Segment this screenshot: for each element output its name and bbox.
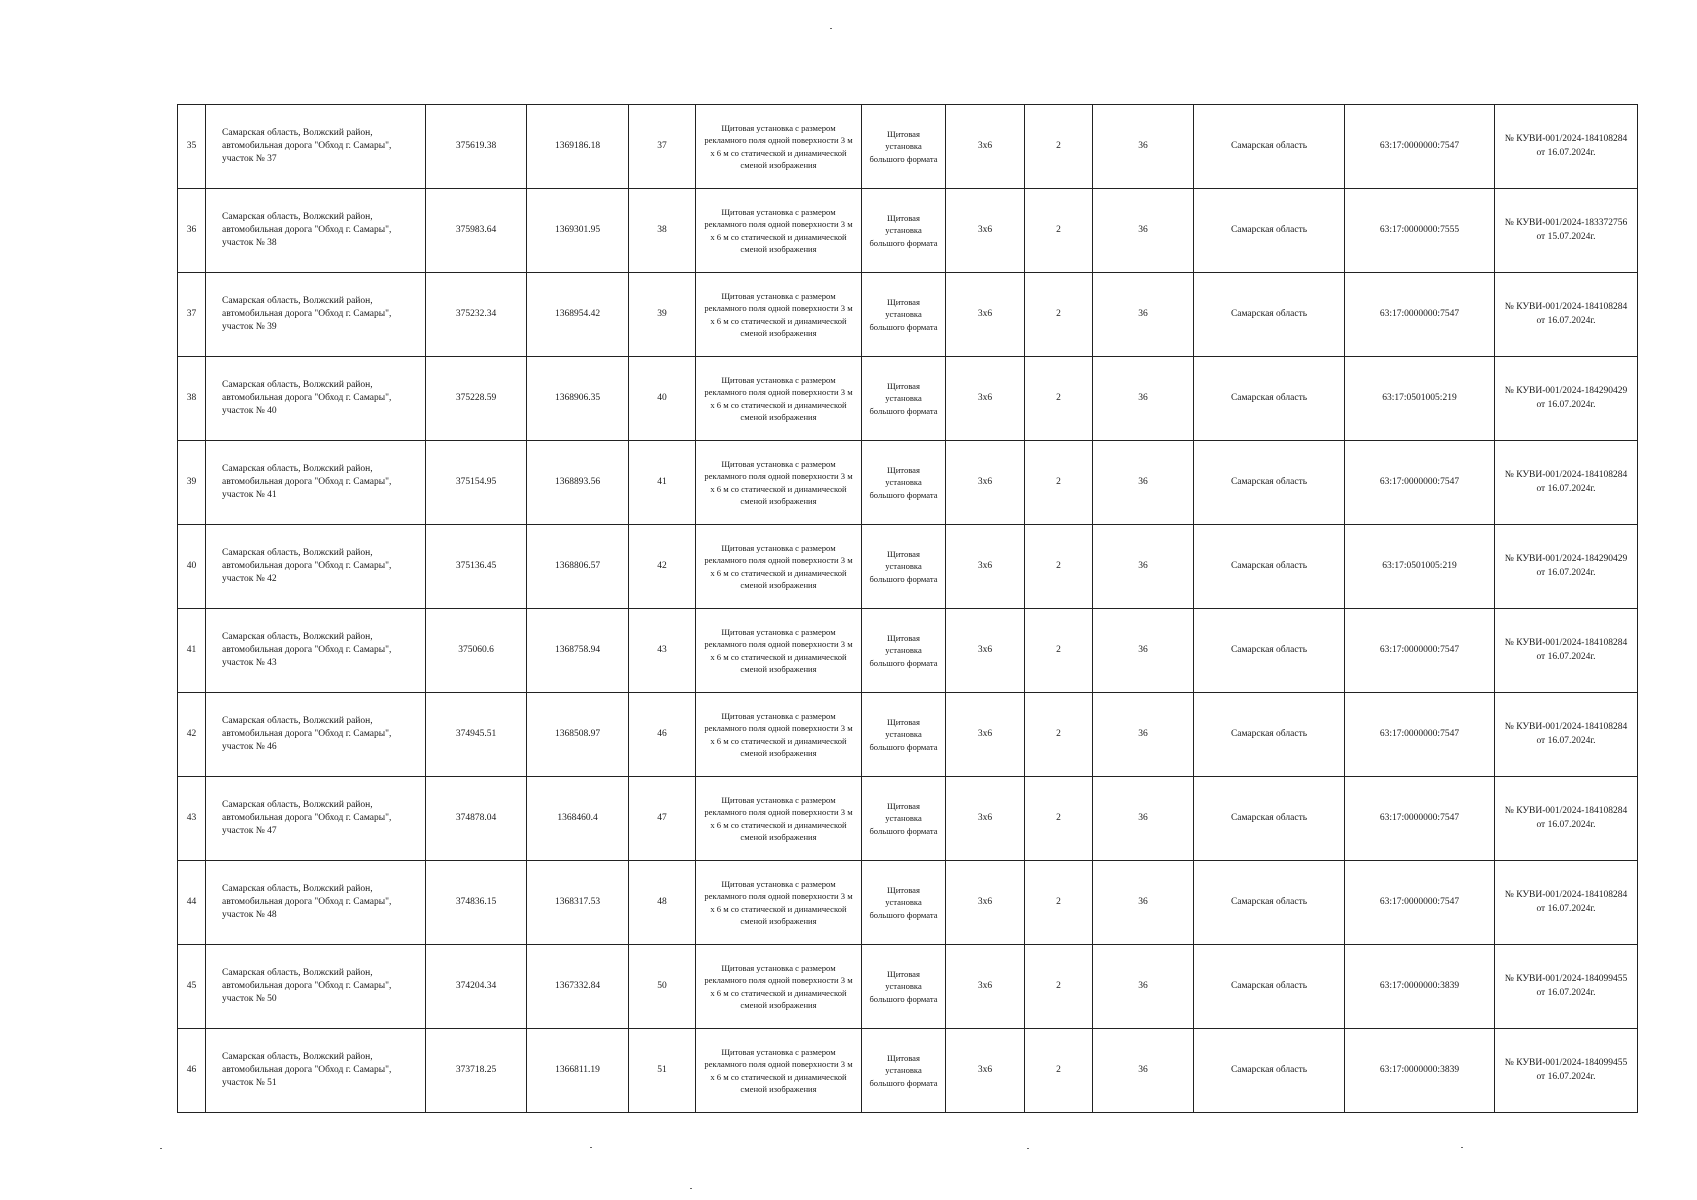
cell-owner: Самарская область [1194,273,1345,357]
cell-sides: 2 [1025,609,1093,693]
table-row [178,861,1638,945]
cell-position-number: 51 [629,1029,696,1113]
cell-sides: 2 [1025,693,1093,777]
cell-structure-type: Щитовая установка большого формата [862,357,946,441]
cell-description: Щитовая установка с размером рекламного поля одной поверхности 3 м х 6 м со статической и динамической сменой изображения [696,861,862,945]
cell-structure-type: Щитовая установка большого формата [862,105,946,189]
permit-date: от 16.07.2024г. [1536,399,1596,410]
permit-number: № КУВИ-001/2024-183372756 [1504,217,1628,228]
cell-description: Щитовая установка с размером рекламного поля одной поверхности 3 м х 6 м со статической и динамической сменой изображения [696,525,862,609]
cell-coordinate-y: 1368893.56 [527,441,629,525]
cell-cadastral-number: 63:17:0000000:3839 [1345,1029,1495,1113]
cell-coordinate-y: 1368806.57 [527,525,629,609]
cell-area: 36 [1093,189,1194,273]
cell-area: 36 [1093,357,1194,441]
permit-date: от 15.07.2024г. [1536,231,1596,242]
permit-number: № КУВИ-001/2024-184108284 [1504,721,1628,732]
cell-row-number: 42 [178,693,206,777]
permit-date: от 16.07.2024г. [1536,987,1596,998]
cell-permit [1495,945,1638,1029]
cell-coordinate-y: 1368758.94 [527,609,629,693]
cell-sides: 2 [1025,525,1093,609]
cell-structure-type: Щитовая установка большого формата [862,273,946,357]
cell-owner: Самарская область [1194,861,1345,945]
cell-owner: Самарская область [1194,525,1345,609]
cell-position-number: 47 [629,777,696,861]
cell-area: 36 [1093,609,1194,693]
cell-size: 3х6 [946,1029,1025,1113]
cell-sides: 2 [1025,861,1093,945]
cell-cadastral-number: 63:17:0000000:7547 [1345,693,1495,777]
cell-area: 36 [1093,1029,1194,1113]
cell-position-number: 43 [629,609,696,693]
cell-coordinate-x: 375983.64 [426,189,527,273]
cell-row-number: 37 [178,273,206,357]
cell-row-number: 45 [178,945,206,1029]
cell-address: Самарская область, Волжский район, автомобильная дорога "Обход г. Самары", участок № 41 [206,441,426,525]
cell-address: Самарская область, Волжский район, автомобильная дорога "Обход г. Самары", участок № 38 [206,189,426,273]
permit-number: № КУВИ-001/2024-184290429 [1504,385,1628,396]
cell-position-number: 48 [629,861,696,945]
cell-area: 36 [1093,105,1194,189]
cell-coordinate-x: 374878.04 [426,777,527,861]
cell-permit [1495,273,1638,357]
cell-coordinate-x: 373718.25 [426,1029,527,1113]
permit-number: № КУВИ-001/2024-184108284 [1504,637,1628,648]
cell-row-number: 46 [178,1029,206,1113]
cell-area: 36 [1093,777,1194,861]
cell-coordinate-x: 374204.34 [426,945,527,1029]
cell-size: 3х6 [946,357,1025,441]
cell-description: Щитовая установка с размером рекламного поля одной поверхности 3 м х 6 м со статической и динамической сменой изображения [696,777,862,861]
cell-area: 36 [1093,273,1194,357]
cell-cadastral-number: 63:17:0000000:7547 [1345,777,1495,861]
table-body [178,105,1638,1113]
permit-date: от 16.07.2024г. [1536,735,1596,746]
cell-address: Самарская область, Волжский район, автомобильная дорога "Обход г. Самары", участок № 47 [206,777,426,861]
cell-coordinate-y: 1368954.42 [527,273,629,357]
cell-owner: Самарская область [1194,777,1345,861]
cell-position-number: 40 [629,357,696,441]
cell-row-number: 43 [178,777,206,861]
cell-size: 3х6 [946,861,1025,945]
cell-address: Самарская область, Волжский район, автомобильная дорога "Обход г. Самары", участок № 46 [206,693,426,777]
cell-area: 36 [1093,525,1194,609]
cell-row-number: 39 [178,441,206,525]
table-row [178,525,1638,609]
permit-number: № КУВИ-001/2024-184108284 [1504,133,1628,144]
cell-coordinate-x: 375619.38 [426,105,527,189]
cell-description: Щитовая установка с размером рекламного поля одной поверхности 3 м х 6 м со статической и динамической сменой изображения [696,945,862,1029]
permit-date: от 16.07.2024г. [1536,903,1596,914]
cell-sides: 2 [1025,945,1093,1029]
cell-description: Щитовая установка с размером рекламного поля одной поверхности 3 м х 6 м со статической и динамической сменой изображения [696,693,862,777]
document-table-wrapper [177,104,1637,1113]
cell-cadastral-number: 63:17:0501005:219 [1345,357,1495,441]
cell-address: Самарская область, Волжский район, автомобильная дорога "Обход г. Самары", участок № 40 [206,357,426,441]
cell-description: Щитовая установка с размером рекламного поля одной поверхности 3 м х 6 м со статической и динамической сменой изображения [696,609,862,693]
table-row [178,441,1638,525]
cell-coordinate-x: 375060.6 [426,609,527,693]
cell-structure-type: Щитовая установка большого формата [862,525,946,609]
cell-coordinate-x: 375136.45 [426,525,527,609]
table-row [178,273,1638,357]
cell-owner: Самарская область [1194,189,1345,273]
cell-sides: 2 [1025,1029,1093,1113]
cell-position-number: 39 [629,273,696,357]
cell-row-number: 38 [178,357,206,441]
cell-permit [1495,441,1638,525]
scan-speck [690,1188,692,1189]
cell-coordinate-x: 375154.95 [426,441,527,525]
cell-sides: 2 [1025,189,1093,273]
cell-position-number: 46 [629,693,696,777]
cell-cadastral-number: 63:17:0000000:3839 [1345,945,1495,1029]
cell-permit [1495,105,1638,189]
cell-permit [1495,189,1638,273]
cell-address: Самарская область, Волжский район, автомобильная дорога "Обход г. Самары", участок № 39 [206,273,426,357]
cell-permit [1495,609,1638,693]
cell-owner: Самарская область [1194,693,1345,777]
cell-area: 36 [1093,861,1194,945]
cell-permit [1495,693,1638,777]
permit-number: № КУВИ-001/2024-184099455 [1504,1057,1628,1068]
cell-coordinate-y: 1366811.19 [527,1029,629,1113]
cell-address: Самарская область, Волжский район, автомобильная дорога "Обход г. Самары", участок № 50 [206,945,426,1029]
cell-row-number: 36 [178,189,206,273]
cell-permit [1495,1029,1638,1113]
cell-size: 3х6 [946,189,1025,273]
cell-size: 3х6 [946,777,1025,861]
cell-cadastral-number: 63:17:0000000:7547 [1345,105,1495,189]
cell-coordinate-y: 1368317.53 [527,861,629,945]
cell-address: Самарская область, Волжский район, автомобильная дорога "Обход г. Самары", участок № 42 [206,525,426,609]
permit-number: № КУВИ-001/2024-184108284 [1504,301,1628,312]
cell-coordinate-x: 375232.34 [426,273,527,357]
cell-row-number: 35 [178,105,206,189]
permit-number: № КУВИ-001/2024-184108284 [1504,469,1628,480]
permit-date: от 16.07.2024г. [1536,651,1596,662]
cell-sides: 2 [1025,105,1093,189]
scan-speck [160,1148,162,1149]
cell-sides: 2 [1025,441,1093,525]
scan-speck [830,28,832,29]
cell-structure-type: Щитовая установка большого формата [862,1029,946,1113]
cell-sides: 2 [1025,777,1093,861]
cell-row-number: 44 [178,861,206,945]
cell-coordinate-y: 1368460.4 [527,777,629,861]
permit-date: от 16.07.2024г. [1536,147,1596,158]
cell-area: 36 [1093,945,1194,1029]
permit-number: № КУВИ-001/2024-184099455 [1504,973,1628,984]
table-row [178,609,1638,693]
advertising-structures-table [177,104,1638,1113]
permit-number: № КУВИ-001/2024-184108284 [1504,889,1628,900]
cell-size: 3х6 [946,609,1025,693]
cell-description: Щитовая установка с размером рекламного поля одной поверхности 3 м х 6 м со статической и динамической сменой изображения [696,105,862,189]
permit-date: от 16.07.2024г. [1536,483,1596,494]
cell-address: Самарская область, Волжский район, автомобильная дорога "Обход г. Самары", участок № 51 [206,1029,426,1113]
cell-row-number: 41 [178,609,206,693]
cell-cadastral-number: 63:17:0000000:7555 [1345,189,1495,273]
cell-position-number: 41 [629,441,696,525]
cell-description: Щитовая установка с размером рекламного поля одной поверхности 3 м х 6 м со статической и динамической сменой изображения [696,441,862,525]
cell-sides: 2 [1025,357,1093,441]
table-row [178,189,1638,273]
cell-cadastral-number: 63:17:0000000:7547 [1345,273,1495,357]
cell-area: 36 [1093,693,1194,777]
cell-structure-type: Щитовая установка большого формата [862,777,946,861]
cell-sides: 2 [1025,273,1093,357]
cell-size: 3х6 [946,525,1025,609]
cell-structure-type: Щитовая установка большого формата [862,189,946,273]
permit-date: от 16.07.2024г. [1536,819,1596,830]
cell-permit [1495,357,1638,441]
permit-number: № КУВИ-001/2024-184108284 [1504,805,1628,816]
permit-date: от 16.07.2024г. [1536,567,1596,578]
cell-coordinate-y: 1368508.97 [527,693,629,777]
cell-area: 36 [1093,441,1194,525]
cell-size: 3х6 [946,273,1025,357]
table-row [178,693,1638,777]
cell-address: Самарская область, Волжский район, автомобильная дорога "Обход г. Самары", участок № 43 [206,609,426,693]
table-row [178,105,1638,189]
cell-cadastral-number: 63:17:0000000:7547 [1345,861,1495,945]
cell-coordinate-x: 375228.59 [426,357,527,441]
cell-description: Щитовая установка с размером рекламного поля одной поверхности 3 м х 6 м со статической и динамической сменой изображения [696,1029,862,1113]
cell-size: 3х6 [946,693,1025,777]
cell-cadastral-number: 63:17:0000000:7547 [1345,609,1495,693]
cell-position-number: 50 [629,945,696,1029]
cell-structure-type: Щитовая установка большого формата [862,441,946,525]
cell-size: 3х6 [946,441,1025,525]
cell-permit [1495,861,1638,945]
cell-coordinate-y: 1367332.84 [527,945,629,1029]
permit-date: от 16.07.2024г. [1536,315,1596,326]
cell-coordinate-x: 374945.51 [426,693,527,777]
cell-structure-type: Щитовая установка большого формата [862,945,946,1029]
cell-description: Щитовая установка с размером рекламного поля одной поверхности 3 м х 6 м со статической и динамической сменой изображения [696,357,862,441]
table-row [178,945,1638,1029]
cell-owner: Самарская область [1194,1029,1345,1113]
cell-row-number: 40 [178,525,206,609]
cell-position-number: 37 [629,105,696,189]
cell-size: 3х6 [946,105,1025,189]
table-row [178,357,1638,441]
cell-coordinate-y: 1369186.18 [527,105,629,189]
cell-structure-type: Щитовая установка большого формата [862,609,946,693]
cell-position-number: 38 [629,189,696,273]
cell-owner: Самарская область [1194,945,1345,1029]
cell-owner: Самарская область [1194,357,1345,441]
cell-owner: Самарская область [1194,441,1345,525]
permit-date: от 16.07.2024г. [1536,1071,1596,1082]
table-row [178,1029,1638,1113]
cell-coordinate-x: 374836.15 [426,861,527,945]
scan-speck [1027,1148,1029,1149]
cell-address: Самарская область, Волжский район, автомобильная дорога "Обход г. Самары", участок № 48 [206,861,426,945]
cell-owner: Самарская область [1194,609,1345,693]
cell-permit [1495,777,1638,861]
cell-position-number: 42 [629,525,696,609]
permit-number: № КУВИ-001/2024-184290429 [1504,553,1628,564]
scan-speck [590,1147,592,1148]
cell-coordinate-y: 1369301.95 [527,189,629,273]
scan-speck [1461,1147,1463,1148]
cell-description: Щитовая установка с размером рекламного поля одной поверхности 3 м х 6 м со статической и динамической сменой изображения [696,273,862,357]
cell-structure-type: Щитовая установка большого формата [862,861,946,945]
cell-owner: Самарская область [1194,105,1345,189]
cell-cadastral-number: 63:17:0000000:7547 [1345,441,1495,525]
cell-address: Самарская область, Волжский район, автомобильная дорога "Обход г. Самары", участок № 37 [206,105,426,189]
cell-coordinate-y: 1368906.35 [527,357,629,441]
cell-permit [1495,525,1638,609]
cell-structure-type: Щитовая установка большого формата [862,693,946,777]
cell-description: Щитовая установка с размером рекламного поля одной поверхности 3 м х 6 м со статической и динамической сменой изображения [696,189,862,273]
table-row [178,777,1638,861]
cell-size: 3х6 [946,945,1025,1029]
cell-cadastral-number: 63:17:0501005:219 [1345,525,1495,609]
